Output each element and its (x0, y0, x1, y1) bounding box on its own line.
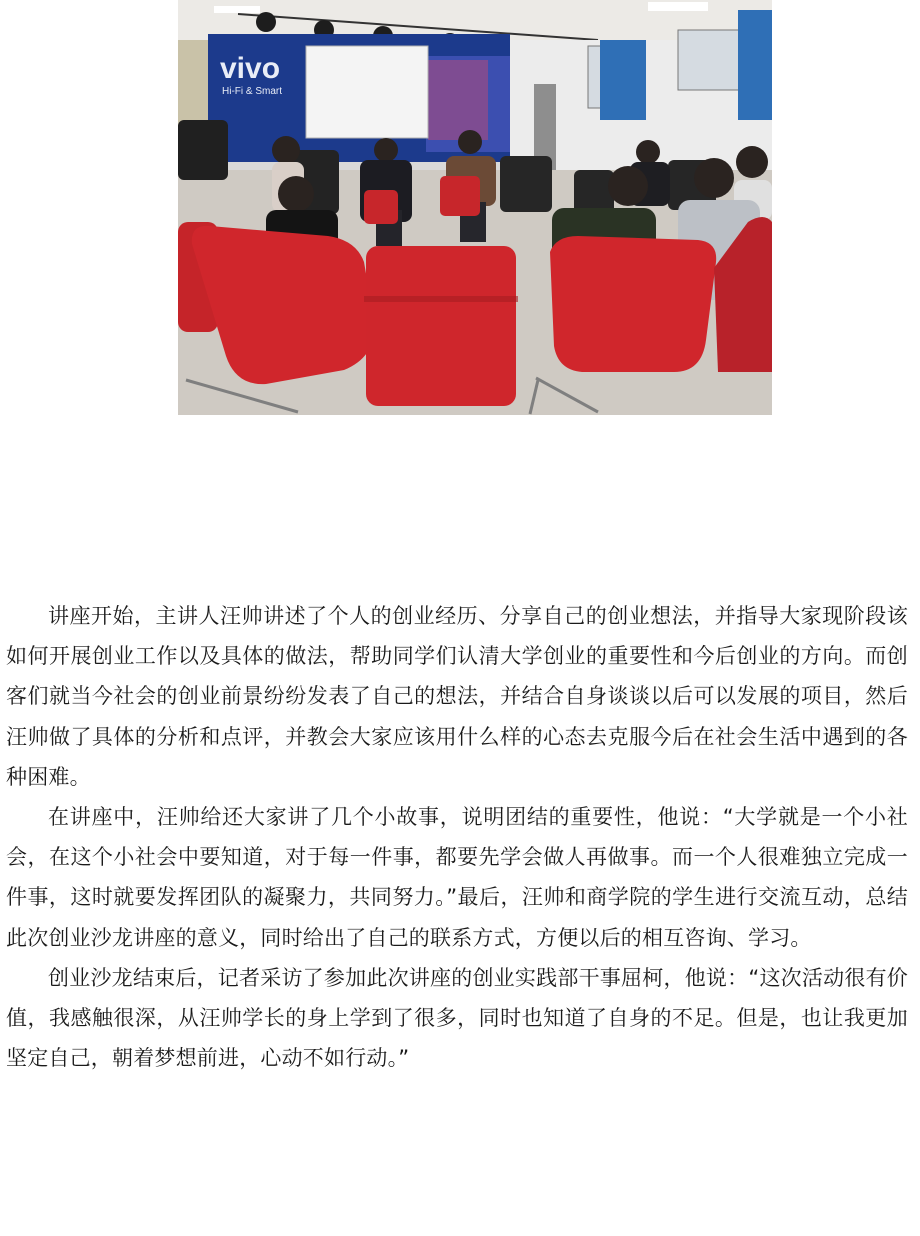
paragraph-1: 讲座开始，主讲人汪帅讲述了个人的创业经历、分享自己的创业想法，并指导大家现阶段该如何开展创业工作以及具体的做法，帮助同学们认清大学创业的重要性和今后创业的方向。而创客们就当今社会的创业前景纷纷发表了自己的想法，并结合自身谈谈以后可以发展的项目，然后汪帅做了具体的分析和点评，并教会大家应该用什么样的心态去克服今后在社会生活中遇到的各种困难。 (6, 604, 908, 789)
banner-brand: vivo (220, 52, 281, 85)
article-body (6, 596, 908, 1078)
paragraph-3: 创业沙龙结束后，记者采访了参加此次讲座的创业实践部干事屈柯，他说：“这次活动很有价值，我感触很深，从汪帅学长的身上学到了很多，同时也知道了自身的不足。但是，也让我更加坚定自己，朝着梦想前进，心动不如行动。” (6, 965, 908, 1071)
event-photo (178, 0, 772, 415)
banner-tagline: Hi-Fi & Smart (222, 86, 282, 97)
paragraph-2: 在讲座中，汪帅给还大家讲了几个小故事，说明团结的重要性，他说：“大学就是一个小社会，在这个小社会中要知道，对于每一件事，都要先学会做人再做事。而一个人很难独立完成一件事，这时就要发挥团队的凝聚力，共同努力。”最后，汪帅和商学院的学生进行交流互动，总结此次创业沙龙讲座的意义，同时给出了自己的联系方式，方便以后的相互咨询、学习。 (6, 805, 908, 950)
event-photo-illustration (178, 0, 772, 415)
